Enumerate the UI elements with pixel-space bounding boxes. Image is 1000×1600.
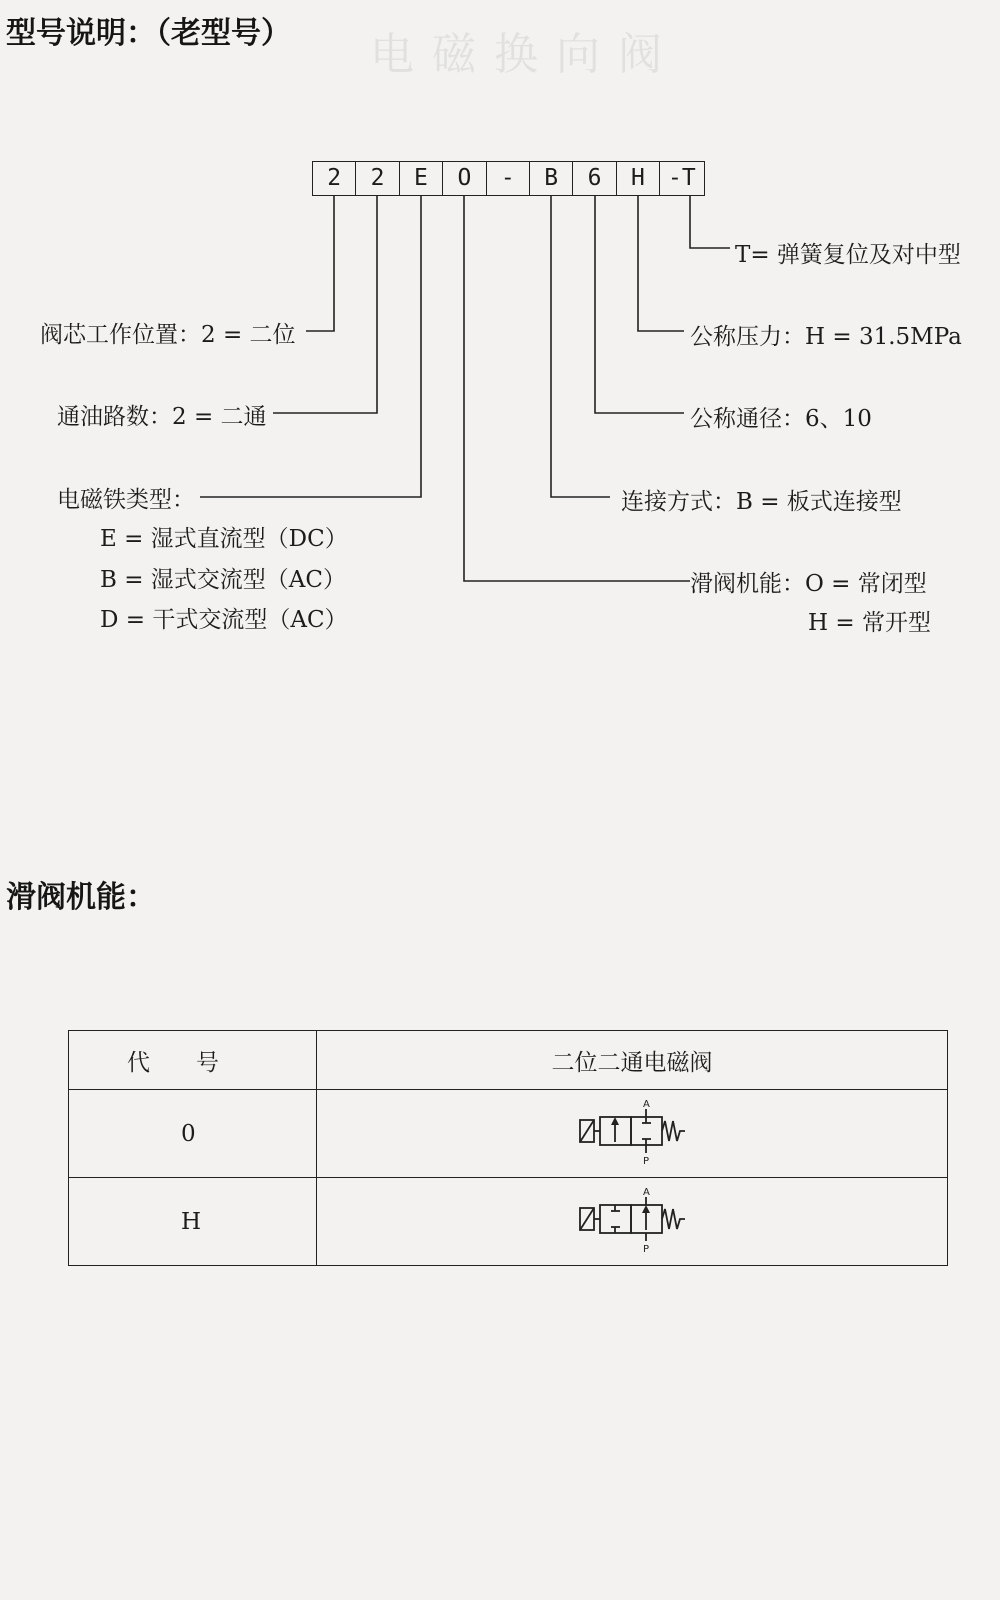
flow-arrow: [642, 1205, 650, 1213]
table-header-row: [69, 1031, 948, 1090]
port-a-label: A: [643, 1186, 650, 1198]
valve-symbol-normally-open: [577, 1184, 687, 1254]
background-title: 电磁换向阀: [370, 29, 680, 80]
label-diameter: 公称通径：6、10: [690, 406, 872, 432]
port-p-label: P: [643, 1155, 650, 1166]
code-cell-reset: -T: [667, 165, 696, 191]
leader-connection: [551, 196, 610, 497]
code-cell-ways: 2: [356, 162, 399, 195]
valve-symbol-cell: [317, 1090, 948, 1178]
label-solenoid-type: 电磁铁类型：: [57, 487, 195, 513]
function-table: [68, 1030, 948, 1266]
port-p-label: P: [643, 1243, 650, 1254]
code-cell-dash: -: [487, 162, 530, 195]
label-solenoid-b: B = 湿式交流型（AC）: [100, 567, 347, 593]
code-cell-solenoid: E: [400, 162, 443, 195]
label-reset: T= 弹簧复位及对中型: [735, 242, 961, 268]
code-cell-diameter: 6: [573, 162, 616, 195]
header-code: 代 号: [69, 1031, 317, 1090]
function-section-title: 滑阀机能：: [6, 880, 156, 915]
label-spool-positions: 阀芯工作位置：2 = 二位: [40, 322, 296, 348]
row-code: 0: [69, 1090, 317, 1178]
valve-symbol-normally-closed: [577, 1096, 687, 1166]
table-row: [69, 1178, 948, 1266]
header-valve: 二位二通电磁阀: [317, 1031, 948, 1090]
leader-pressure: [638, 196, 684, 331]
code-cell-function: O: [443, 162, 486, 195]
leader-positions: [306, 196, 334, 331]
valve-symbol-cell: [317, 1178, 948, 1266]
label-connection: 连接方式：B = 板式连接型: [621, 489, 902, 515]
code-cell-positions: 2: [313, 162, 356, 195]
return-spring: [662, 1121, 685, 1141]
flow-arrow: [611, 1117, 619, 1125]
leader-function: [464, 196, 690, 581]
code-cell-pressure: H: [617, 162, 660, 195]
return-spring: [662, 1209, 685, 1229]
section-title: 型号说明：（老型号）: [6, 16, 291, 51]
row-code: H: [69, 1178, 317, 1266]
label-solenoid-d: D = 干式交流型（AC）: [100, 607, 348, 633]
table-row: [69, 1090, 948, 1178]
leader-ways: [273, 196, 377, 413]
leader-diameter: [595, 196, 684, 413]
label-solenoid-e: E = 湿式直流型（DC）: [100, 526, 348, 552]
label-ways: 通油路数：2 = 二通: [57, 404, 267, 430]
label-pressure: 公称压力：H = 31.5MPa: [690, 324, 962, 350]
label-function-h: H = 常开型: [808, 610, 931, 636]
label-function-o: 滑阀机能：O = 常闭型: [690, 571, 927, 597]
port-a-label: A: [643, 1098, 650, 1110]
leader-reset: [690, 196, 730, 248]
code-cell-connection: B: [530, 162, 573, 195]
